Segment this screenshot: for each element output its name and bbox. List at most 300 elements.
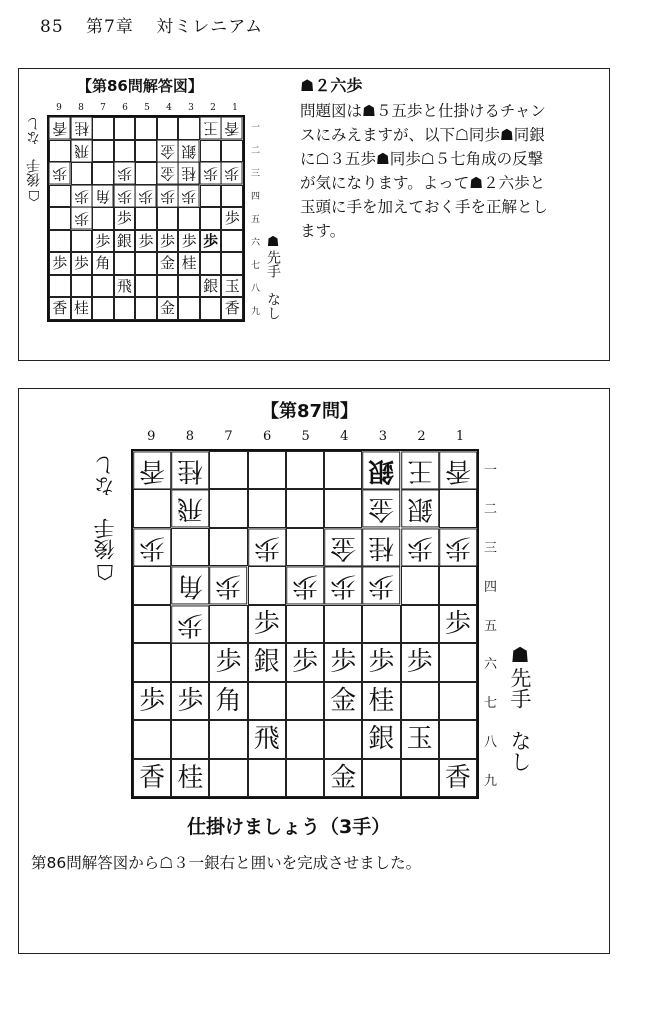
board-cell (133, 451, 171, 489)
board-cell (135, 117, 157, 140)
problem-87-title: 【第87問】 (261, 401, 359, 422)
board-cell (221, 117, 243, 140)
board-cell (286, 451, 324, 489)
board-cell (49, 162, 71, 185)
board-cell (135, 185, 157, 208)
shogi-piece: 歩 (406, 647, 433, 678)
rank-label: 四 (484, 579, 498, 595)
sente-hand: なし (265, 292, 281, 320)
board-cell (157, 230, 179, 253)
board-cell (362, 451, 400, 489)
board-cell (49, 297, 71, 320)
board-cell (439, 566, 477, 604)
shogi-piece: 銀 (368, 724, 395, 755)
board-cell (178, 297, 200, 320)
board-cell (221, 207, 243, 230)
board-cell (248, 528, 286, 566)
board-cell (439, 759, 477, 797)
rank-label: 二 (251, 146, 261, 156)
board-cell (362, 528, 400, 566)
shogi-piece: 金 (160, 164, 176, 183)
problem-87-panel (18, 388, 610, 954)
board-cell (200, 230, 222, 253)
shogi-piece: 歩 (95, 231, 111, 250)
shogi-piece: 歩 (203, 164, 219, 183)
board-cell (114, 162, 136, 185)
shogi-piece: 歩 (368, 570, 395, 601)
board-cell (200, 207, 222, 230)
shogi-piece: 歩 (73, 210, 89, 228)
shogi-piece: 歩 (444, 532, 471, 563)
board-cell (157, 207, 179, 230)
shogi-piece: 歩 (330, 647, 357, 678)
file-label: 8 (185, 429, 195, 444)
board-cell (209, 451, 247, 489)
board-cell (157, 117, 179, 140)
gote-hand: なし (26, 117, 42, 145)
board-cell (324, 489, 362, 527)
board-cell (178, 185, 200, 208)
shogi-piece: 歩 (177, 609, 204, 639)
explanation-line: が気になります。よって☗２六歩と (300, 174, 546, 192)
file-label: 7 (100, 103, 106, 113)
file-label: 9 (56, 103, 62, 113)
board-cell (114, 230, 136, 253)
board-cell (401, 682, 439, 720)
board-cell (439, 489, 477, 527)
board-cell (401, 489, 439, 527)
shogi-piece: 桂 (177, 762, 204, 793)
gote-piece-icon: ☖ (93, 560, 117, 584)
board-cell (221, 162, 243, 185)
shogi-piece: 王 (203, 119, 219, 138)
board-cell (178, 117, 200, 140)
shogi-piece: 角 (95, 254, 111, 273)
shogi-piece: 金 (330, 762, 357, 793)
shogi-piece: 金 (160, 142, 176, 161)
file-label: 7 (224, 429, 233, 444)
shogi-piece: 歩 (73, 254, 89, 273)
rank-label: 五 (251, 215, 261, 225)
explanation-line: ます。 (300, 222, 346, 240)
rank-label: 七 (484, 696, 498, 712)
shogi-piece: 歩 (138, 231, 154, 250)
board-cell (133, 720, 171, 758)
rank-label: 八 (484, 735, 498, 751)
rank-label: 九 (484, 774, 498, 790)
rank-label: 三 (484, 540, 498, 556)
board-cell (114, 207, 136, 230)
board-cell (286, 566, 324, 604)
answer-explanation (300, 99, 548, 243)
board-cell (200, 185, 222, 208)
problem-86-answer-panel (18, 68, 610, 361)
shogi-piece: 歩 (291, 570, 318, 601)
shogi-piece: 銀 (203, 276, 219, 295)
file-label: 8 (78, 103, 84, 113)
shogi-piece: 歩 (444, 608, 471, 639)
rank-label: 一 (251, 123, 261, 133)
board-cell (248, 566, 286, 604)
board-cell (401, 451, 439, 489)
sente-label: 先手 (508, 667, 532, 709)
board-cell (114, 140, 136, 163)
shogi-piece: 桂 (368, 532, 395, 563)
gote-label: 後手 (93, 518, 117, 560)
file-label: 4 (166, 103, 172, 113)
shogi-piece: 香 (444, 762, 471, 793)
board-cell (248, 451, 286, 489)
board-cell (439, 720, 477, 758)
board-cell (286, 759, 324, 797)
board-cell (92, 185, 114, 208)
shogi-piece: 歩 (116, 164, 132, 183)
board-cell (324, 605, 362, 643)
board-cell (133, 682, 171, 720)
file-label: 5 (144, 103, 150, 113)
board-cell (178, 252, 200, 275)
board-cell (209, 759, 247, 797)
board-cell (221, 252, 243, 275)
board-cell (114, 252, 136, 275)
shogi-piece: 銀 (181, 142, 197, 161)
rank-label: 三 (251, 169, 261, 179)
board-cell (114, 297, 136, 320)
board-cell (209, 605, 247, 643)
shogi-piece: 金 (160, 299, 176, 318)
board-cell (324, 643, 362, 681)
shogi-piece: 歩 (406, 532, 433, 563)
board-cell (135, 297, 157, 320)
shogi-piece: 桂 (73, 119, 89, 138)
file-labels-86 (48, 103, 246, 113)
shogi-piece: 銀 (116, 231, 132, 250)
shogi-piece: 歩 (52, 164, 68, 183)
board-cell (362, 605, 400, 643)
shogi-piece: 歩 (215, 647, 242, 678)
board-cell (92, 207, 114, 230)
shogi-piece: 香 (139, 455, 166, 486)
file-label: 2 (417, 429, 426, 444)
board-cell (324, 759, 362, 797)
board-cell (71, 207, 93, 230)
file-label: 6 (122, 103, 128, 113)
board-cell (171, 451, 209, 489)
board-cell (71, 230, 93, 253)
board-cell (157, 297, 179, 320)
board-cell (49, 230, 71, 253)
board-cell (439, 682, 477, 720)
sente-info-86 (266, 234, 280, 320)
shogi-piece: 歩 (116, 187, 132, 206)
board-cell (209, 643, 247, 681)
board-cell (200, 162, 222, 185)
board-cell (362, 682, 400, 720)
board-cell (200, 140, 222, 163)
rank-label: 八 (251, 284, 261, 294)
explanation-line: スにみえますが、以下☖同歩☗同銀 (300, 126, 545, 144)
board-cell (324, 720, 362, 758)
board-cell (171, 682, 209, 720)
gote-piece-icon: ☖ (26, 187, 42, 203)
sente-piece-icon: ☗ (508, 643, 532, 667)
board-cell (133, 528, 171, 566)
shogi-piece: 歩 (139, 685, 166, 716)
explanation-line: 問題図は☗５五歩と仕掛けるチャン (300, 102, 546, 120)
sente-info-87 (509, 643, 530, 772)
board-cell (133, 566, 171, 604)
board-cell (171, 489, 209, 527)
board-cell (92, 252, 114, 275)
board-cell (157, 185, 179, 208)
rank-label: 七 (251, 261, 261, 271)
board-cell (439, 528, 477, 566)
board-cell (209, 566, 247, 604)
shogi-piece: 銀 (368, 455, 395, 486)
file-label: 9 (147, 429, 156, 444)
shogi-piece: 歩 (160, 231, 176, 250)
shogi-piece: 歩 (368, 647, 395, 678)
board-cell (401, 643, 439, 681)
sente-piece-icon: ☗ (265, 234, 281, 250)
board-cell (362, 720, 400, 758)
shogi-piece: 角 (95, 187, 111, 206)
board-cell (178, 140, 200, 163)
board-cell (92, 162, 114, 185)
answer-move: ☗２六歩 (300, 76, 363, 95)
shogi-piece: 歩 (73, 187, 89, 206)
board-cell (324, 528, 362, 566)
board-cell (221, 297, 243, 320)
problem-note: 第86問解答図から☖３一銀右と囲いを完成させました。 (31, 854, 422, 872)
board-cell (362, 759, 400, 797)
board-cell (171, 566, 209, 604)
rank-label: 二 (484, 501, 498, 517)
file-label: 3 (378, 429, 387, 444)
board-cell (92, 230, 114, 253)
shogi-piece: 桂 (181, 164, 197, 183)
board-cell (286, 720, 324, 758)
shogi-piece: 香 (139, 762, 166, 793)
board-cell (71, 162, 93, 185)
shogi-piece: 飛 (73, 142, 89, 161)
board-cell (71, 117, 93, 140)
board-cell (133, 759, 171, 797)
board-cell (49, 207, 71, 230)
board-cell (324, 451, 362, 489)
board-cell (178, 230, 200, 253)
page-number: 85 (40, 17, 64, 37)
shogi-piece: 歩 (116, 208, 132, 227)
chapter-title: 対ミレニアム (156, 17, 264, 37)
board-cell (401, 720, 439, 758)
shogi-piece: 歩 (181, 231, 197, 250)
board-cell (248, 720, 286, 758)
explanation-line: 玉頭に手を加えておく手を正解とし (300, 198, 549, 216)
board-cell (49, 275, 71, 298)
rank-label: 六 (484, 657, 498, 673)
board-cell (286, 489, 324, 527)
board-cell (171, 759, 209, 797)
board-cell (71, 185, 93, 208)
shogi-piece: 王 (406, 455, 433, 486)
shogi-piece: 桂 (73, 299, 89, 318)
shogi-piece: 角 (177, 570, 204, 601)
rank-label: 九 (251, 307, 261, 317)
gote-hand: なし (93, 455, 117, 497)
board-cell (209, 528, 247, 566)
board-cell (401, 566, 439, 604)
shogi-piece: 香 (52, 299, 68, 318)
shogi-piece: 歩 (253, 608, 280, 639)
board-cell (200, 275, 222, 298)
board-cell (221, 230, 243, 253)
shogi-piece: 歩 (139, 532, 166, 563)
shogi-piece: 桂 (368, 685, 395, 716)
shogi-piece: 飛 (253, 724, 280, 755)
board-cell (157, 140, 179, 163)
file-labels-87 (132, 429, 479, 444)
chapter-label: 第7章 (86, 17, 134, 37)
shogi-piece: 歩 (181, 187, 197, 206)
file-label: 2 (210, 103, 216, 113)
board-cell (248, 489, 286, 527)
shogi-piece: 歩 (203, 231, 219, 250)
board-cell (324, 682, 362, 720)
board-cell (135, 230, 157, 253)
board-cell (135, 207, 157, 230)
shogi-piece: 角 (215, 685, 242, 716)
board-cell (248, 643, 286, 681)
board-cell (362, 489, 400, 527)
board-cell (439, 643, 477, 681)
board-cell (178, 275, 200, 298)
board-cell (286, 643, 324, 681)
board-cell (200, 297, 222, 320)
board-cell (209, 682, 247, 720)
board-cell (439, 605, 477, 643)
board-cell (157, 252, 179, 275)
shogi-piece: 歩 (138, 187, 154, 206)
gote-info-87 (95, 455, 116, 584)
board-cell (178, 207, 200, 230)
board-cell (362, 566, 400, 604)
problem-prompt: 仕掛けましょう（3手） (187, 816, 391, 838)
board-cell (171, 643, 209, 681)
board-cell (49, 252, 71, 275)
shogi-piece: 香 (52, 119, 68, 138)
shogi-piece: 歩 (224, 208, 240, 227)
board-cell (171, 605, 209, 643)
shogi-piece: 金 (330, 532, 357, 563)
board-cell (114, 185, 136, 208)
board-cell (135, 140, 157, 163)
file-label: 1 (455, 429, 465, 444)
board-cell (133, 643, 171, 681)
board-cell (71, 275, 93, 298)
board-cell (135, 162, 157, 185)
shogi-piece: 歩 (52, 254, 68, 273)
gote-label: 後手 (26, 159, 42, 187)
board-cell (133, 489, 171, 527)
board-cell (71, 252, 93, 275)
problem-86-title: 【第86問解答図】 (77, 77, 203, 95)
board-cell (71, 297, 93, 320)
board-cell (401, 759, 439, 797)
shogi-board-87 (131, 449, 479, 799)
file-label: 3 (188, 103, 194, 113)
board-cell (221, 185, 243, 208)
file-label: 6 (262, 429, 272, 444)
shogi-piece: 飛 (116, 276, 132, 295)
explanation-line: に☖３五歩☗同歩☖５七角成の反撃 (300, 150, 544, 168)
file-label: 4 (340, 429, 349, 444)
board-cell (135, 275, 157, 298)
shogi-piece: 歩 (330, 570, 357, 601)
board-cell (92, 297, 114, 320)
shogi-piece: 玉 (224, 276, 240, 295)
board-cell (92, 140, 114, 163)
board-cell (157, 162, 179, 185)
board-cell (286, 605, 324, 643)
shogi-piece: 金 (330, 685, 357, 716)
board-cell (200, 117, 222, 140)
shogi-piece: 歩 (291, 647, 318, 678)
shogi-piece: 香 (224, 119, 240, 138)
board-cell (248, 682, 286, 720)
board-cell (439, 451, 477, 489)
shogi-piece: 銀 (406, 493, 433, 524)
board-cell (221, 275, 243, 298)
rank-label: 四 (251, 192, 261, 202)
board-cell (209, 720, 247, 758)
board-cell (221, 140, 243, 163)
board-cell (286, 682, 324, 720)
board-cell (114, 275, 136, 298)
board-cell (71, 140, 93, 163)
rank-labels-86 (251, 115, 260, 322)
board-cell (92, 275, 114, 298)
board-cell (248, 759, 286, 797)
board-cell (157, 275, 179, 298)
rank-label: 一 (484, 462, 498, 478)
board-cell (286, 528, 324, 566)
sente-label: 先手 (265, 250, 281, 278)
shogi-piece: 歩 (160, 187, 176, 206)
board-cell (200, 252, 222, 275)
board-cell (248, 605, 286, 643)
board-cell (324, 566, 362, 604)
board-cell (401, 528, 439, 566)
shogi-piece: 飛 (177, 493, 204, 524)
board-cell (49, 185, 71, 208)
rank-label: 五 (484, 618, 498, 634)
shogi-piece: 銀 (253, 647, 280, 678)
board-cell (133, 605, 171, 643)
shogi-piece: 歩 (215, 570, 242, 601)
shogi-piece: 歩 (253, 532, 280, 563)
shogi-board-86 (47, 115, 245, 322)
page-header (40, 12, 279, 37)
shogi-piece: 桂 (181, 254, 197, 273)
board-cell (49, 117, 71, 140)
shogi-piece: 玉 (406, 724, 433, 755)
shogi-piece: 香 (224, 299, 240, 318)
rank-label: 六 (251, 238, 261, 248)
board-cell (114, 117, 136, 140)
shogi-piece: 歩 (224, 164, 240, 183)
shogi-piece: 金 (368, 493, 395, 524)
